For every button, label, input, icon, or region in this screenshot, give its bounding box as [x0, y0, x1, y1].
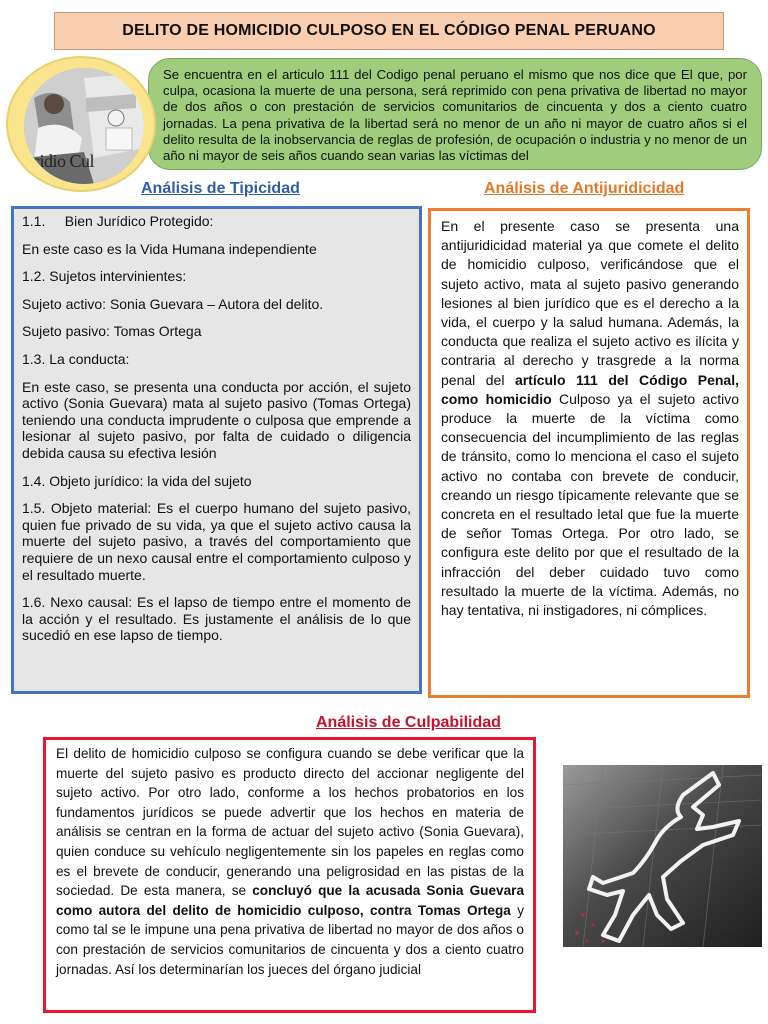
- antijuridicidad-text-a: En el presente caso se presenta una antijuridicidad material ya que comete el delito de homicidio culposo, verificándose que el sujeto activo, mata al sujeto pasivo generando lesiones al bien jurídico que es el derecho a la vida, el cuerpo y la salud humana. Además, la conducta que realiza el sujeto activo es ilícita y contraria al derecho y trasgrede a la norma penal del: [441, 218, 739, 388]
- tipicidad-conducta: En este caso, se presenta una conducta por acción, el sujeto activo (Sonia Guevara) mata al sujeto pasivo (Tomas Ortega) teniendo una conducta imprudente o culposa que emprende a lesionar al sujeto pasivo, por falta de cuidado o diligencia debida causa su efectiva lesión: [22, 378, 411, 461]
- page-title: DELITO DE HOMICIDIO CULPOSO EN EL CÓDIGO PENAL PERUANO: [54, 12, 724, 50]
- culpabilidad-box: [43, 737, 536, 1013]
- culpabilidad-text-bold: concluyó que la acusada Sonia Guevara como autora del delito de homicidio culposo, contra Tomas Ortega: [56, 883, 525, 918]
- tipicidad-sujeto-pasivo: Sujeto pasivo: Tomas Ortega: [22, 323, 202, 340]
- culpabilidad-text-a: El delito de homicidio culposo se configura cuando se debe verificar que la muerte del sujeto pasivo es producto directo del accionar negligente del sujeto activo. Por otro lado, conforme a los hechos probatorios en los fundamentos jurídicos se puede advertir que los hechos en materia de análisis se centran en la forma de actuar del sujeto activo (Sonia Guevara), quien conduce su vehículo negligentemente sin los papeles en reglas como es el brevete de conducir, generando una peligrosidad en las pistas de la sociedad. De esta manera, se: [56, 746, 524, 899]
- intro-image-frame: [6, 56, 156, 192]
- tipicidad-bien-juridico: En este caso es la Vida Humana independiente: [22, 240, 317, 257]
- intro-text: Se encuentra en el articulo 111 del Codigo penal peruano el mismo que nos dice que El que, por culpa, ocasiona la muerte de una persona, será reprimido con pena privativa de libertad no mayor de dos años o con prestación de servicios comunitarios de cincuenta y dos a ciento cuatro jornadas. La pena privativa de la libertad será no menor de un año ni mayor de cuatro años si el delito resulta de la inobservancia de reglas de profesión, de ocupación o industria y no menor de un año ni mayor de seis años cuando sean varias las víctimas del: [163, 67, 747, 164]
- antijuridicidad-heading: Análisis de Antijuridicidad: [484, 180, 685, 197]
- intro-image-caption: cidio Cul: [32, 151, 94, 171]
- tipicidad-item-1-2: 1.2. Sujetos intervinientes:: [22, 268, 187, 285]
- tipicidad-heading: Análisis de Tipicidad: [141, 180, 300, 197]
- antijuridicidad-text-b: Culposo ya el sujeto activo produce la muerte de la víctima como consecuencia del incumplimiento de las reglas de tránsito, como lo menciona el caso el sujeto activo no contaba con brevete de conducir, creando un riesgo típicamente relevante que se concreta en el resultado letal que fue la muerte de señor Tomas Ortega. Por otro lado, se configura este delito por que el resultado de la infracción del deber cuidado tuvo como resultado la muerte de la víctima. Además, no hay tentativa, ni instigadores, ni cómplices.: [441, 390, 739, 619]
- tipicidad-item-1-3: 1.3. La conducta:: [22, 350, 130, 367]
- intro-box: [148, 58, 762, 170]
- antijuridicidad-box: [428, 208, 750, 698]
- tipicidad-objeto-material: 1.5. Objeto material: Es el cuerpo humano del sujeto pasivo, quien fue privado de su vida, ya que el sujeto activo causa la muerte del sujeto pasivo, a través del comportamiento que requiere de un nexo causal entre el comportamiento culposo y el resultado muerte.: [22, 500, 411, 583]
- tipicidad-objeto-juridico: 1.4. Objeto jurídico: la vida del sujeto: [22, 472, 252, 489]
- tipicidad-sujeto-activo: Sujeto activo: Sonia Guevara – Autora del delito.: [22, 295, 324, 312]
- crime-scene-photo: [563, 765, 762, 947]
- tipicidad-nexo-causal: 1.6. Nexo causal: Es el lapso de tiempo entre el momento de la acción y el resultado. Es justamente el análisis de lo que sucedió en ese lapso de tiempo.: [22, 594, 411, 644]
- accident-photo: [24, 68, 144, 184]
- culpabilidad-text-b: y como tal se le impune una pena privativa de libertad no mayor de dos años o con prestación de servicios comunitarios de cincuenta y dos a ciento cuatro jornadas. Así los determinarían los jueces del órgano judicial: [56, 902, 524, 977]
- tipicidad-item-1-1: 1.1. Bien Jurídico Protegido:: [22, 213, 214, 229]
- tipicidad-box: [11, 206, 422, 694]
- culpabilidad-heading: Análisis de Culpabilidad: [316, 714, 501, 731]
- chalk-outline-art: [563, 765, 762, 947]
- antijuridicidad-text-bold: artículo 111 del Código Penal, como homicidio: [441, 371, 739, 407]
